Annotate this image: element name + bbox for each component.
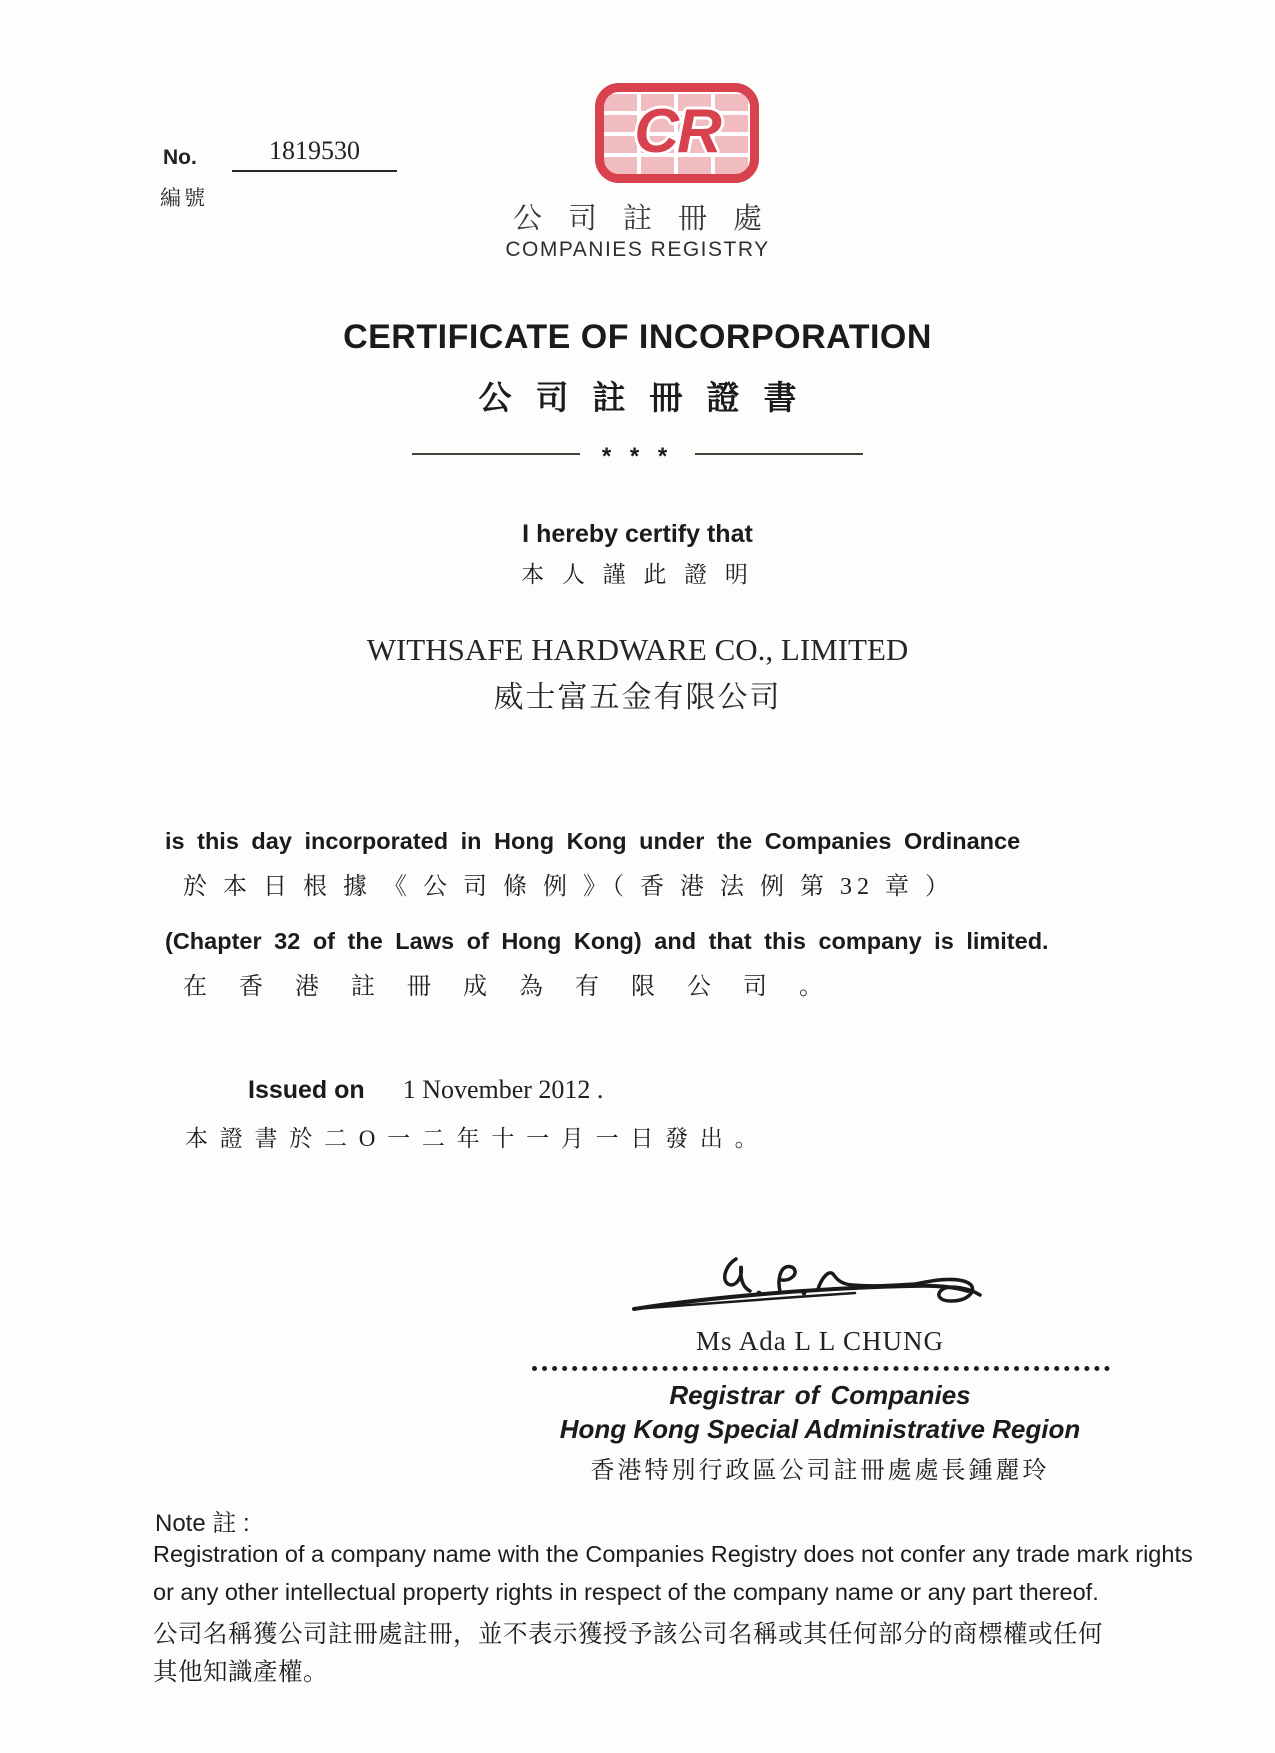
registration-number-label-chinese: 編號 bbox=[160, 187, 208, 210]
issued-date-row bbox=[248, 1075, 603, 1105]
companies-registry-logo bbox=[595, 83, 759, 183]
issued-on-label: Issued on bbox=[248, 1076, 365, 1104]
certificate-title-chinese: 公司註冊證書 bbox=[478, 381, 821, 417]
certify-statement-english: I hereby certify that bbox=[522, 520, 753, 548]
note-text-english-line2: or any other intellectual property rights in respect of the company name or any part thereof. bbox=[153, 1579, 1099, 1605]
divider-line-left bbox=[412, 453, 580, 455]
limited-clause-english: (Chapter 32 of the Laws of Hong Kong) and that this company is limited. bbox=[165, 928, 1049, 954]
star-divider bbox=[0, 440, 1275, 468]
registrar-name: Ms Ada L L CHUNG bbox=[696, 1326, 944, 1356]
registrar-title-line2: Hong Kong Special Administrative Region bbox=[559, 1414, 1081, 1444]
company-name-chinese: 威士富五金有限公司 bbox=[493, 681, 782, 714]
registrar-title-chinese: 香港特別行政區公司註冊處處長鍾麗玲 bbox=[590, 1458, 1050, 1484]
company-name-english: WITHSAFE HARDWARE CO., LIMITED bbox=[366, 632, 909, 667]
incorporation-clause-chinese: 於 本 日 根 據 《 公 司 條 例 》（ 香 港 法 例 第 32 章 ） bbox=[183, 874, 954, 900]
divider-line-right bbox=[695, 453, 863, 455]
registrar-title-line1: Registrar of Companies bbox=[669, 1380, 971, 1410]
certificate-title-english: CERTIFICATE OF INCORPORATION bbox=[343, 318, 932, 356]
registration-number-label: No. bbox=[163, 146, 197, 169]
divider-stars: * * * bbox=[601, 443, 674, 470]
issued-date-chinese: 本 證 書 於 二 O 一 二 年 十 一 月 一 日 發 出 。 bbox=[185, 1126, 761, 1151]
cr-monogram-icon: CR bbox=[634, 96, 720, 166]
registry-name-english: COMPANIES REGISTRY bbox=[505, 238, 770, 261]
note-text-chinese-line1: 公司名稱獲公司註冊處註冊，並不表示獲授予該公司名稱或其任何部分的商標權或任何 bbox=[153, 1621, 1103, 1648]
note-text-english-line1: Registration of a company name with the Companies Registry does not confer any trade mark rights bbox=[153, 1541, 1193, 1567]
certify-statement-chinese: 本 人 謹 此 證 明 bbox=[521, 562, 754, 587]
registration-number-value: 1819530 bbox=[232, 136, 397, 172]
note-text-chinese-line2: 其他知識產權。 bbox=[153, 1659, 328, 1686]
note-label: Note 註 : bbox=[155, 1510, 250, 1537]
registrar-signature-icon bbox=[620, 1235, 1020, 1335]
limited-clause-chinese: 在 香 港 註 冊 成 為 有 限 公 司 。 bbox=[183, 974, 836, 1000]
registry-name-chinese: 公司註冊處 bbox=[512, 203, 788, 235]
signature-dotted-line bbox=[532, 1366, 1110, 1371]
issued-date-value: 1 November 2012 . bbox=[402, 1075, 604, 1104]
incorporation-clause-english: is this day incorporated in Hong Kong under the Companies Ordinance bbox=[165, 828, 1021, 854]
